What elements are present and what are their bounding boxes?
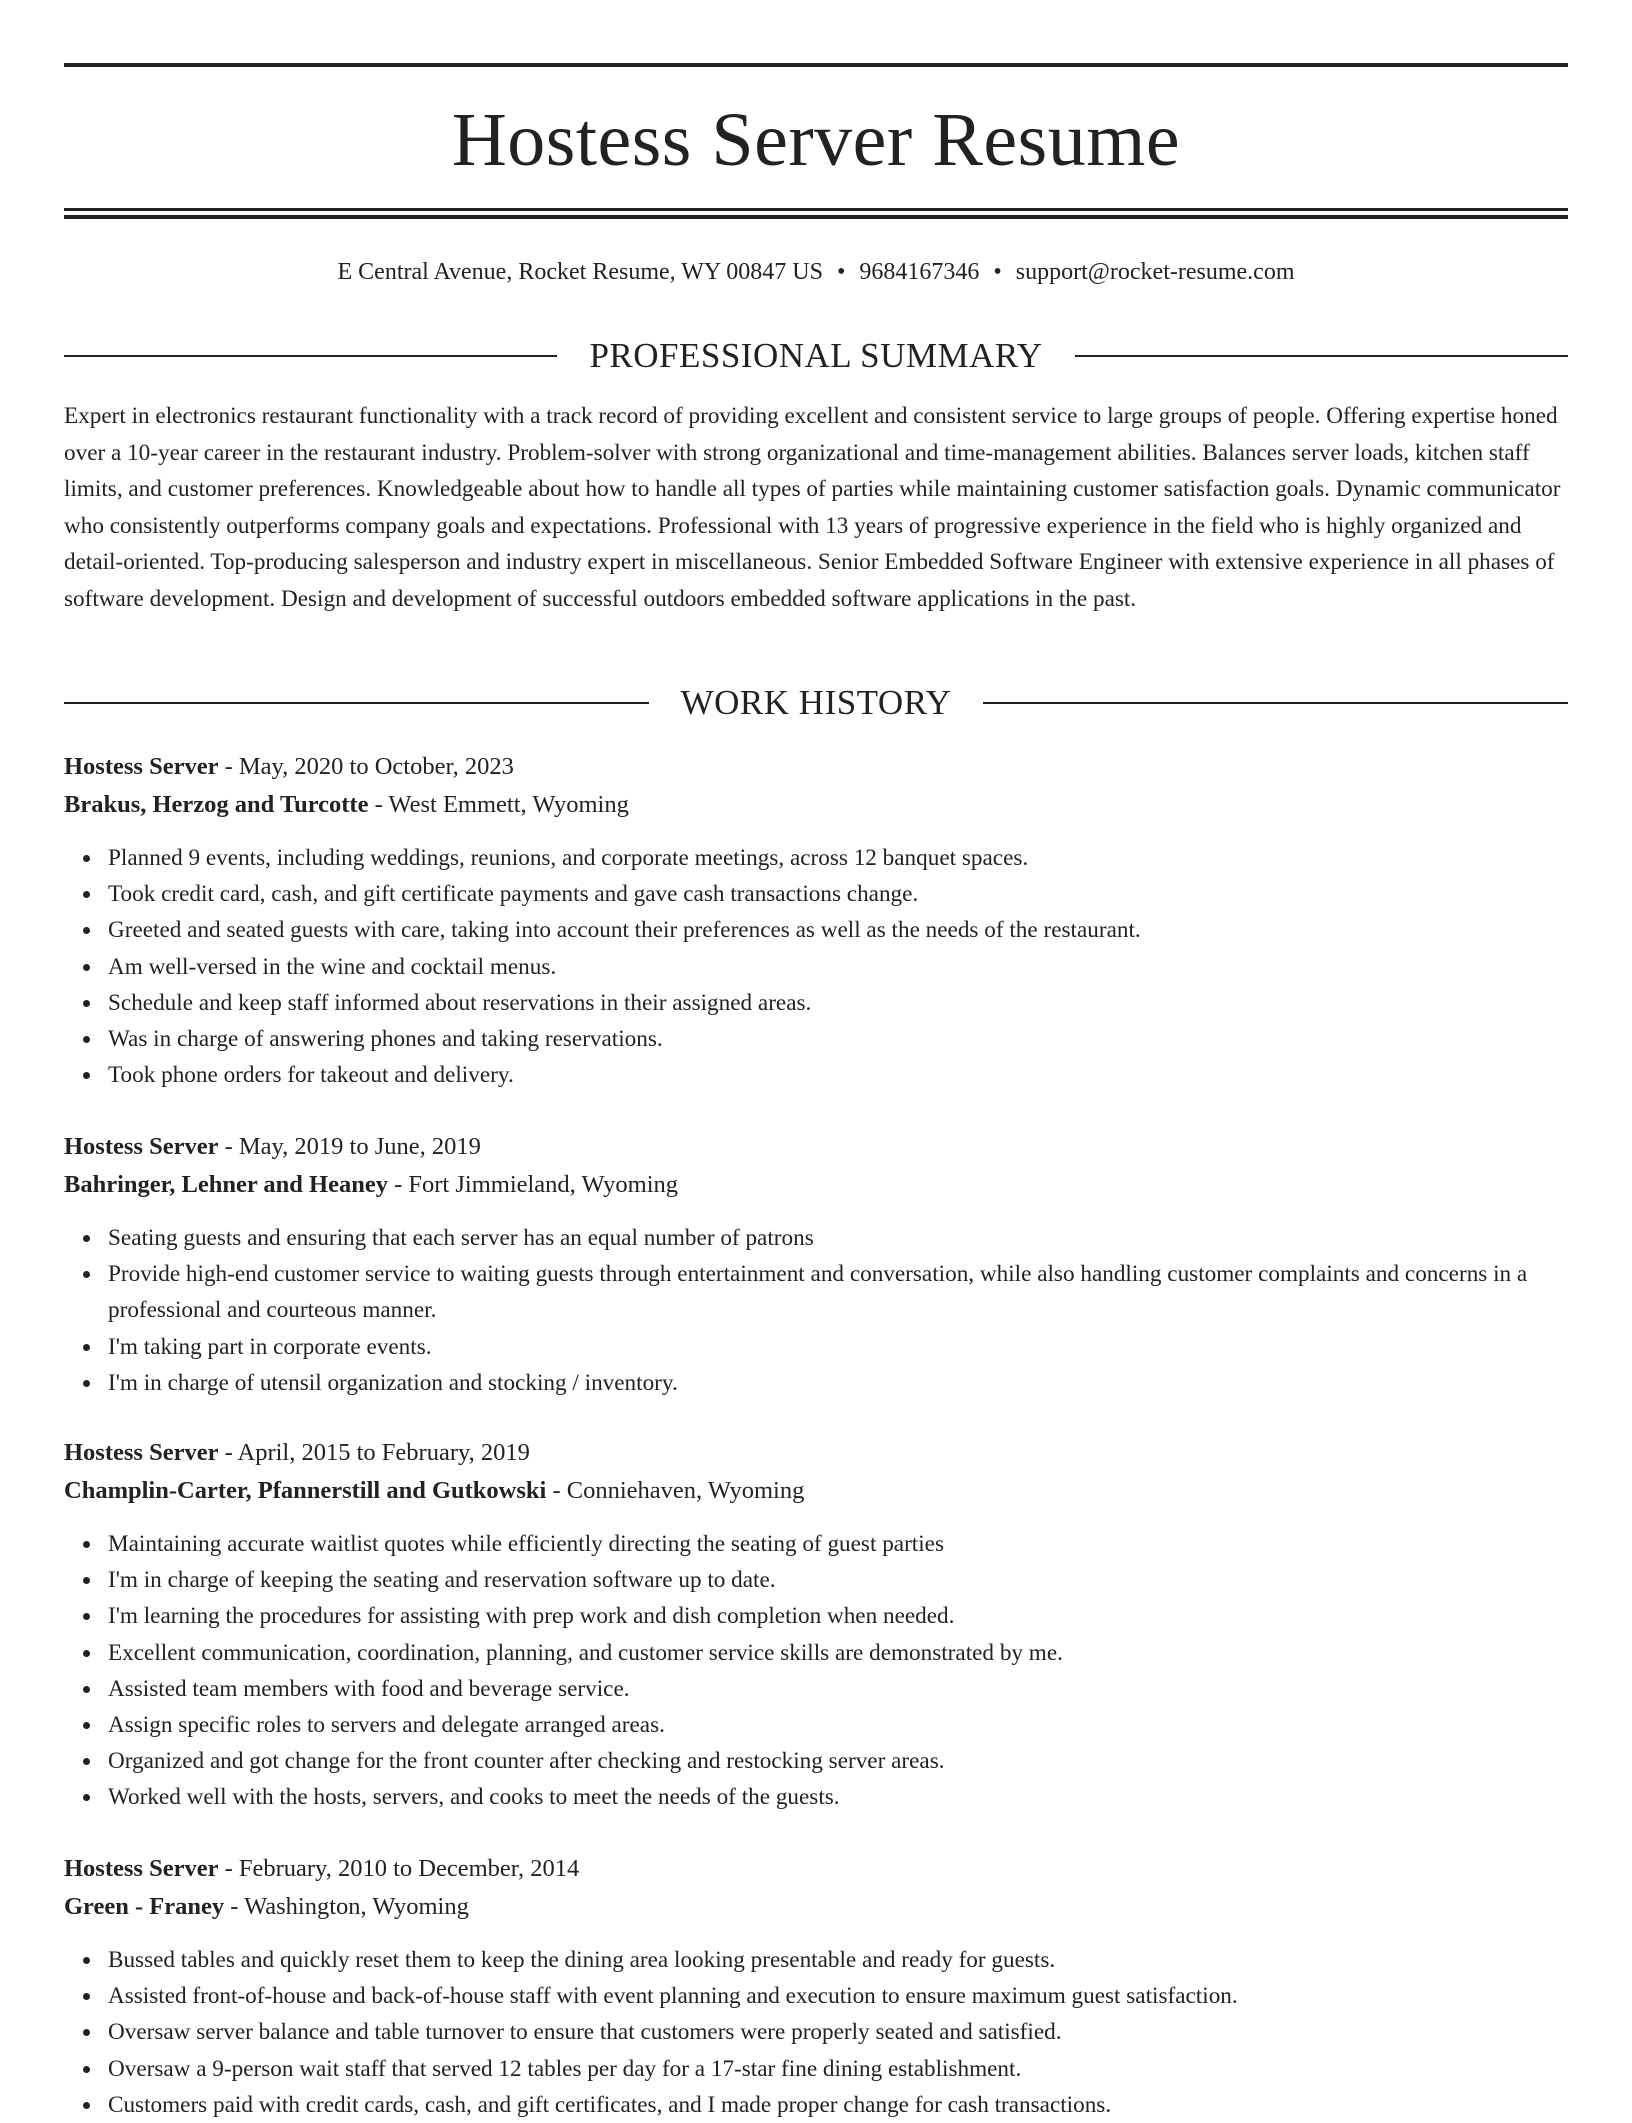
job-bullet: Planned 9 events, including weddings, reunions, and corporate meetings, across 12 banquet spaces. [108, 840, 1568, 876]
job-bullet: Schedule and keep staff informed about reservations in their assigned areas. [108, 985, 1568, 1021]
summary-heading-label: PROFESSIONAL SUMMARY [589, 336, 1043, 375]
job-entry [64, 1128, 1568, 1401]
job-bullet: I'm in charge of utensil organization and stocking / inventory. [108, 1365, 1568, 1401]
heading-rule-right [1075, 355, 1568, 357]
job-bullet: Took phone orders for takeout and delivery. [108, 1057, 1568, 1093]
job-title-line [64, 1850, 1568, 1888]
job-entry [64, 1850, 1568, 2123]
job-title-line [64, 1128, 1568, 1166]
job-bullet: Greeted and seated guests with care, taking into account their preferences as well as the needs of the restaurant. [108, 912, 1568, 948]
contact-phone: 9684167346 [859, 259, 980, 285]
job-dates: - May, 2019 to June, 2019 [218, 1133, 481, 1160]
job-title: Hostess Server [64, 1855, 219, 1882]
job-company: Bahringer, Lehner and Heaney [64, 1171, 388, 1198]
job-location: - Washington, Wyoming [224, 1893, 469, 1920]
contact-separator: • [993, 259, 1002, 285]
top-rule [64, 63, 1568, 67]
job-title-line [64, 748, 1568, 786]
job-bullet: Assisted team members with food and beverage service. [108, 1671, 1568, 1707]
job-bullet: Oversaw a 9-person wait staff that served 12 tables per day for a 17-star fine dining establishment. [108, 2051, 1568, 2087]
job-bullet: Maintaining accurate waitlist quotes while efficiently directing the seating of guest parties [108, 1526, 1568, 1562]
job-bullet: Oversaw server balance and table turnover to ensure that customers were properly seated and satisfied. [108, 2014, 1568, 2050]
job-title: Hostess Server [64, 753, 219, 780]
job-bullet: Seating guests and ensuring that each server has an equal number of patrons [108, 1220, 1568, 1256]
heading-rule-left [64, 702, 649, 704]
job-bullet: Assign specific roles to servers and delegate arranged areas. [108, 1707, 1568, 1743]
job-bullet: I'm taking part in corporate events. [108, 1329, 1568, 1365]
resume-title: Hostess Server Resume [451, 98, 1181, 182]
job-company: Brakus, Herzog and Turcotte [64, 791, 369, 818]
title-double-rule-lower [64, 215, 1568, 219]
job-bullet: Am well-versed in the wine and cocktail menus. [108, 949, 1568, 985]
job-bullet: Was in charge of answering phones and taking reservations. [108, 1021, 1568, 1057]
job-dates: - April, 2015 to February, 2019 [218, 1439, 530, 1466]
work-history-heading-label: WORK HISTORY [680, 683, 952, 722]
summary-text: Expert in electronics restaurant functionality with a track record of providing excellent and consistent service to large groups of people. Offering expertise honed over a 10-year career in the restaurant industry. Problem-solver with strong organizational and time-management abilities. Balances server loads, kitchen staff limits, and customer preferences. Knowledgeable about how to handle all types of parties while maintaining customer satisfaction goals. Dynamic communicator who consistently outperforms company goals and expectations. Professional with 13 years of progressive experience in the field who is highly organized and detail-oriented. Top-producing salesperson and industry expert in miscellaneous. Senior Embedded Software Engineer with extensive experience in all phases of software development. Design and development of successful outdoors embedded software applications in the past. [64, 403, 1561, 612]
job-bullets [64, 1220, 1568, 1401]
job-company-line [64, 1888, 1568, 1926]
contact-address: E Central Avenue, Rocket Resume, WY 00847 US [337, 259, 823, 285]
job-bullet: Bussed tables and quickly reset them to keep the dining area looking presentable and ready for guests. [108, 1942, 1568, 1978]
contact-separator: • [836, 259, 846, 285]
job-company-line [64, 1166, 1568, 1204]
job-bullet: Worked well with the hosts, servers, and cooks to meet the needs of the guests. [108, 1779, 1568, 1815]
job-company: Green - Franey [64, 1893, 225, 1920]
job-bullet: Assisted front-of-house and back-of-house staff with event planning and execution to ensure maximum guest satisfaction. [108, 1978, 1568, 2014]
job-dates: - February, 2010 to December, 2014 [218, 1855, 580, 1882]
job-bullet: I'm learning the procedures for assisting with prep work and dish completion when needed. [108, 1598, 1568, 1634]
job-location: - Fort Jimmieland, Wyoming [387, 1171, 679, 1198]
job-location: - Conniehaven, Wyoming [546, 1477, 805, 1504]
job-company-line [64, 786, 1568, 824]
job-company: Champlin-Carter, Pfannerstill and Gutkowski [64, 1477, 547, 1504]
summary-heading [64, 334, 1568, 378]
job-dates: - May, 2020 to October, 2023 [218, 753, 514, 780]
job-company-line [64, 1472, 1568, 1510]
job-bullet: Took credit card, cash, and gift certificate payments and gave cash transactions change. [108, 876, 1568, 912]
contact-email: support@rocket-resume.com [1015, 259, 1295, 285]
job-title: Hostess Server [64, 1439, 219, 1466]
heading-rule-right [983, 702, 1568, 704]
job-bullet: Customers paid with credit cards, cash, and gift certificates, and I made proper change for cash transactions. [108, 2087, 1568, 2123]
job-bullet: I'm in charge of keeping the seating and reservation software up to date. [108, 1562, 1568, 1598]
job-location: - West Emmett, Wyoming [368, 791, 629, 818]
job-bullet: Organized and got change for the front counter after checking and restocking server areas. [108, 1743, 1568, 1779]
job-bullets [64, 1942, 1568, 2123]
job-bullet: Excellent communication, coordination, planning, and customer service skills are demonstrated by me. [108, 1635, 1568, 1671]
heading-rule-left [64, 355, 557, 357]
job-title-line [64, 1434, 1568, 1472]
job-title: Hostess Server [64, 1133, 219, 1160]
job-bullets [64, 840, 1568, 1093]
job-bullets [64, 1526, 1568, 1816]
title-double-rule-upper [64, 208, 1568, 211]
job-bullet: Provide high-end customer service to waiting guests through entertainment and conversation, while also handling customer complaints and concerns in a professional and courteous manner. [108, 1256, 1568, 1328]
job-entry [64, 1434, 1568, 1816]
job-entry [64, 748, 1568, 1093]
contact-line [64, 254, 1568, 290]
work-history-heading [64, 681, 1568, 725]
